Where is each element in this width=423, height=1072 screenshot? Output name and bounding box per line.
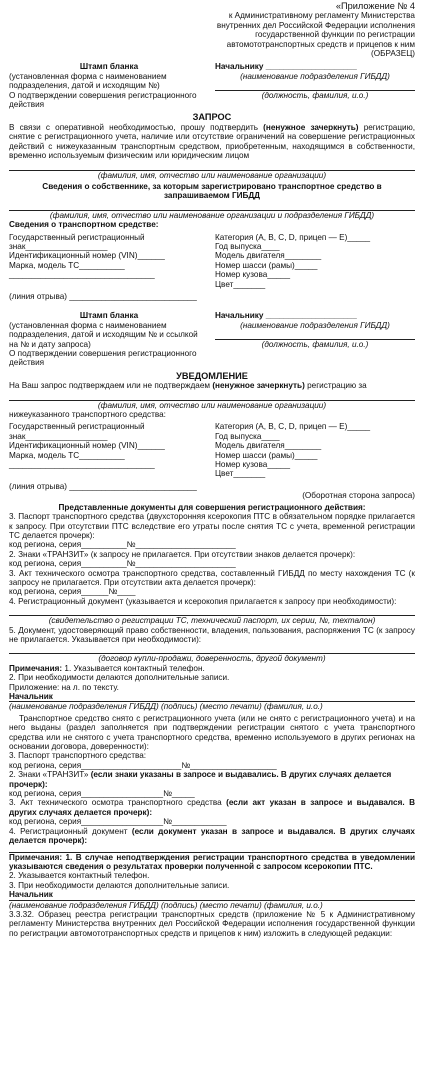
org-caption: (фамилия, имя, отчество или наименование организации) [97,170,327,180]
docs-item: код региона, серия______№____ [9,587,136,597]
notes-1 [9,664,415,712]
vehicle-right [215,233,415,289]
vehicle-field: Модель двигателя________ [215,251,322,261]
docs-line [9,644,415,654]
transit-line: код региона, серия__________________№_____ [9,789,195,799]
docs-item: 4. Регистрационный документ (указывается и ксерокопия прилагается к запросу при необходимости): [9,596,397,606]
docs-caption: (договор купли-продажи, доверенность, другой документ) [98,654,326,664]
notes-line: Приложение: на л. по тексту. [9,682,119,692]
docs-item: код региона, серия__________№______________________ [9,559,236,569]
notes-label: Примечания: [9,663,63,673]
position-caption: (должность, фамилия, и.о.) [261,91,369,101]
notice-org-caption: (фамилия, имя, отчество или наименование организации) [97,400,327,410]
chief-block [215,311,415,367]
docs-item: 3. Паспорт транспортного средства (двухсторонняя ксерокопия ПТС в обязательном порядке прилагается к запросу. При отсутствии ПТС вследствие его утраты после снятия ТС с учета, временной регистрации ТС делается прочерк): [9,512,415,540]
appendix-line: внутренних дел Российской Федерации исполнения [216,20,415,30]
docs-caption: (свидетельство о регистрации ТС, технический паспорт, их серии, №, техталон) [48,616,376,626]
confirm-text: О подтверждении совершения регистрационного действия [9,349,197,368]
tech-line: код региона, серия__________________№____________ [9,817,227,827]
stamp-block [9,311,209,367]
vehicle-field: Модель двигателя________ [215,441,322,451]
tech-text: 3. Акт технического осмотра транспортного средства (если акт указан в запросе и выдавался. В других случаях делается прочерк): [9,798,415,817]
stamp-desc: (установленная форма с наименованием подразделения, датой и исходящим № и ссылкой на № и дату запроса) [9,320,198,349]
vehicle-field: Год выпуска____ [215,241,280,251]
chief-caption: (наименование подразделения ГИБДД) [240,71,390,81]
docs-line [9,606,415,616]
chief-signature-label: Начальник [9,692,53,701]
vehicle-field: Номер шасси (рамы)_____ [215,260,318,270]
vehicle-field: Государственный регистрационный [9,232,145,242]
tear-line: (линия отрыва) ____________________________ [9,291,197,301]
docs-item: 3. Акт технического осмотра транспортного средства, составленный ГИБДД по месту нахождения ТС (к запросу не прилагается. При отсутствии акта делается прочерк): [9,568,415,587]
docs-item: 5. Документ, удостоверяющий право собственности, владения, пользования, распоряжения ТС (к запросу не прилагается. Указывается при необходимости): [9,625,415,644]
chief-label: Начальнику ____________________ [215,311,357,321]
request-header [9,62,415,109]
vehicle-field: Государственный регистрационный [9,422,145,432]
notice-below: нижеуказанного транспортного средства: [9,410,166,420]
vehicle-field: Номер кузова_____ [215,460,291,470]
appendix-title: «Приложение № 4 [335,1,415,11]
notice-header [9,311,415,367]
chief-block [215,62,415,109]
notice-body: На Ваш запрос подтверждаем или не подтверждаем (ненужное зачеркнуть) регистрацию за [9,381,367,391]
final-paragraph: 3.3.32. Образец реестра регистрации транспортных средств (приложение № 5 к Административному регламенту Министерства внутренних дел Российской Федерации исполнения государственной функции по регистрации автомототранспортных средств и прицепов к ним) изложить в следующей редакции: [9,909,415,938]
notes-line: 2. При необходимости делаются дополнительные записи. [9,673,230,683]
vehicle-field: Идентификационный номер (VIN)______ [9,251,165,261]
owner-line [9,201,415,211]
reverse-side: (Оборотная сторона запроса) [302,491,415,501]
chief-line [215,81,415,91]
chief-caption: (наименование подразделения ГИБДД) [240,320,390,330]
vehicle-field: Категория (A, B, C, D, прицеп — E)_____ [215,232,371,242]
request-body: В связи с оперативной необходимостью, прошу подтвердить (ненужное зачеркнуть) регистрацию, снятие с регистрационного учета, наличие или отсутствие ограничений на совершение регистрационных действий с нижеуказанным транспортным средством, приобретенным, находящимся в собственности, временно используемым физическим или юридическим лицом [9,122,415,161]
vehicle-info [9,233,415,289]
stamp-desc: (установленная форма с наименованием подразделения, датой и исходящим №) [9,71,167,91]
transit-text: 2. Знаки «ТРАНЗИТ» (если знаки указаны в запросе и выдавались. В других случаях делается прочерк): [9,770,392,789]
document-page [9,2,415,938]
vehicle-left [9,233,209,289]
vehicle-field: Цвет_______ [215,469,266,479]
vehicle-field: Категория (A, B, C, D, прицеп — E)_____ [215,422,371,432]
appendix-line: к Административному регламенту Министерства [228,11,415,21]
passport-label: 3. Паспорт транспортного средства: [9,751,147,761]
vehicle-field: Идентификационный номер (VIN)______ [9,441,165,451]
notes-bold: Примечания: 1. В случае неподтверждения регистрации транспортного средства в уведомлении указываются сведения о результатах проверки полученной с запросом ксерокопии ПТС. [9,852,415,871]
vehicle-title: Сведения о транспортном средстве: [9,220,159,230]
docs-item: код региона, серия__________№______________________ [9,540,236,550]
chief-label: Начальнику ____________________ [215,62,357,72]
vehicle-info-2 [9,422,415,478]
vehicle-right [215,422,415,478]
stamp-title: Штамп бланка [79,311,139,321]
appendix-line: государственной функции по регистрации [255,30,415,40]
passport-line: код региона, серия______________________№___________________ [9,760,277,770]
docs-item: 2. Знаки «ТРАНЗИТ» (к запросу не прилагается. При отсутствии знаков делается прочерк): [9,549,356,559]
org-line [9,161,415,171]
vehicle-field: знак__________________ [9,431,108,441]
vehicle-field: Марка, модель ТС__________ [9,450,125,460]
position-caption: (должность, фамилия, и.о.) [261,340,369,350]
vehicle-block-intro: Транспортное средство снято с регистрационного учета (или не снято с регистрационного учета) и на него выданы (раздел заполняется при подтверждении регистрации снятого с учета транспортного средства или не снятого с учета транспортного средства, временно используемого в других регионах на основании договора, доверенности): [9,713,415,752]
owner-caption: (фамилия, имя, отчество или наименование организации и подразделения ГИБДД) [49,210,375,220]
appendix-line: автомототранспортных средств и прицепов к ним [226,39,415,49]
chief-signature-label: Начальник [9,890,53,900]
confirm-text: О подтверждении совершения регистрационного действия [9,90,197,110]
notice-org-line [9,391,415,401]
request-title: ЗАПРОС [192,112,232,123]
notes-2 [9,853,415,910]
signature-caption: (наименование подразделения ГИБДД) (подпись) (место печати) (фамилия, и.о.) [9,900,415,910]
signature-caption: (наименование подразделения ГИБДД) (подпись) (место печати) (фамилия, и.о.) [9,701,415,711]
tear-line: (линия отрыва) ____________________________ [9,481,197,491]
vehicle-field: ________________________________ [9,460,155,470]
appendix-header [9,2,415,58]
stamp-title: Штамп бланка [79,62,139,72]
owner-title: Сведения о собственнике, за которым зарегистрировано транспортное средство в запрашиваемом ГИБДД [42,181,382,201]
vehicle-field: Номер шасси (рамы)_____ [215,450,318,460]
vehicle-field: ________________________________ [9,270,155,280]
vehicle-field: знак__________________ [9,241,108,251]
vehicle-field: Марка, модель ТС__________ [9,260,125,270]
appendix-line: (ОБРАЗЕЦ) [371,49,415,59]
reg-text: 4. Регистрационный документ (если документ указан в запросе и выдавался. В других случаях делается прочерк): [9,826,415,846]
vehicle-field: Номер кузова_____ [215,270,291,280]
notes-line: 3. При необходимости делаются дополнительные записи. [9,880,230,890]
docs-title: Представленные документы для совершения регистрационного действия: [58,502,366,512]
notice-title: УВЕДОМЛЕНИЕ [176,370,248,381]
notes-line: 1. Указывается контактный телефон. [64,663,205,673]
vehicle-field: Год выпуска____ [215,431,280,441]
vehicle-field: Цвет_______ [215,279,266,289]
chief-line [215,330,415,340]
stamp-block [9,62,209,109]
vehicle-left [9,422,209,478]
notes-line: 2. Указывается контактный телефон. [9,871,150,881]
